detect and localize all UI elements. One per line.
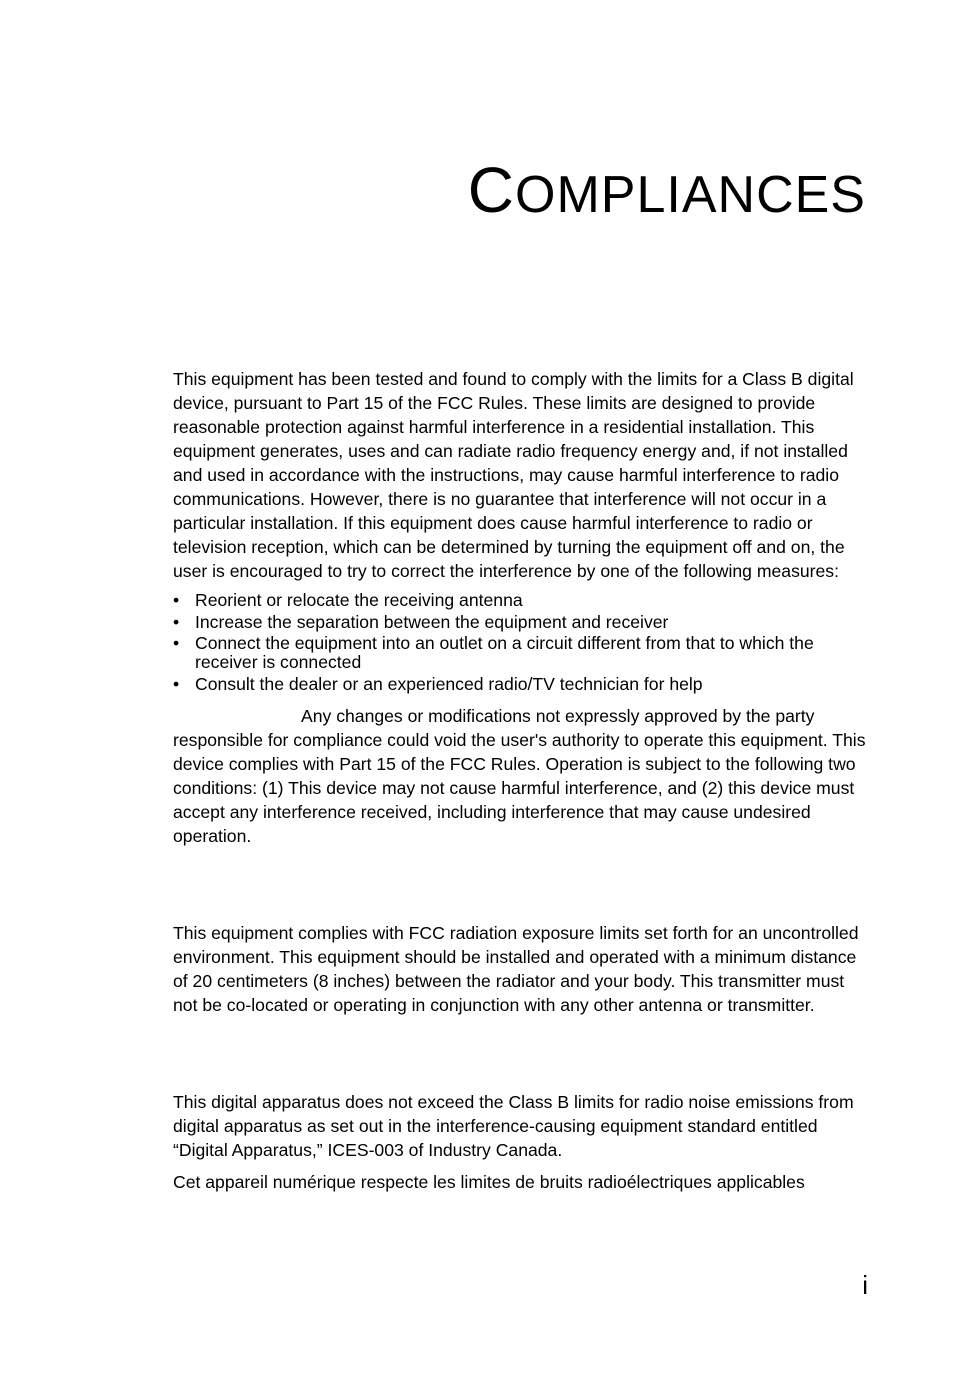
fcc-caution-paragraph: Any changes or modifications not expressly approved by the party responsible for compliance could void the user's authority to operate this equipment. This device complies with Part 15 of the FCC Rules. Operation is subject to the following two conditions: (1) This device may not cause harmful interference, and (2) this device must accept any interference received, including interference that may cause undesired operation. [173,705,866,846]
measure-text: Consult the dealer or an experienced radio/TV technician for help [195,673,703,694]
bullet-icon: • [173,590,180,610]
bullet-icon: • [173,673,180,694]
bullet-icon: • [173,611,180,632]
fcc-class-b-paragraph: This equipment has been tested and found to comply with the limits for a Class B digital device, pursuant to Part 15 of the FCC Rules. These limits are designed to provide reasonable protection against harmful interference in a residential installation. This equipment generates, uses and can radiate radio frequency energy and, if not installed and used in accordance with the instructions, may cause harmful interference to radio communications. However, there is no guarantee that interference will not occur in a particular installation. If this equipment does cause harmful interference to radio or television reception, which can be determined by turning the equipment off and on, the user is encouraged to try to correct the interference by one of the following measures: [173,369,854,581]
section-spacer [173,848,869,921]
industry-canada-paragraph-en: This digital apparatus does not exceed the Class B limits for radio noise emissions from digital apparatus as set out in the interference-causing equipment standard entitled “Digital Apparatus,” ICES-003 of Industry Canada. [173,1091,854,1160]
interference-measures-list [173,591,869,694]
page-title [467,154,866,226]
list-item [173,591,869,610]
page-number: i [862,1270,868,1300]
fcc-radiation-paragraph: This equipment complies with FCC radiation exposure limits set forth for an uncontrolled environment. This equipment should be installed and operated with a minimum distance of 20 centimeters (8 inches) between the radiator and your body. This transmitter must not be co-located or operating in conjunction with any other antenna or transmitter. [173,922,859,1015]
industry-canada-paragraph-fr: Cet appareil numérique respecte les limites de bruits radioélectriques applicables [173,1171,805,1192]
measure-text: Increase the separation between the equipment and receiver [195,611,669,632]
paragraph-spacer [173,1162,869,1170]
list-item [173,675,869,694]
measure-text: Reorient or relocate the receiving antenna [195,590,523,610]
compliance-content [173,367,869,1194]
page-title-initial: C [467,154,516,226]
list-item [173,634,869,672]
list-item [173,613,869,632]
section-spacer [173,1017,869,1090]
page-title-rest: OMPLIANCES [515,166,866,224]
measure-text: Connect the equipment into an outlet on a circuit different from that to which the receiver is connected [195,633,814,672]
bullet-icon: • [173,633,180,653]
